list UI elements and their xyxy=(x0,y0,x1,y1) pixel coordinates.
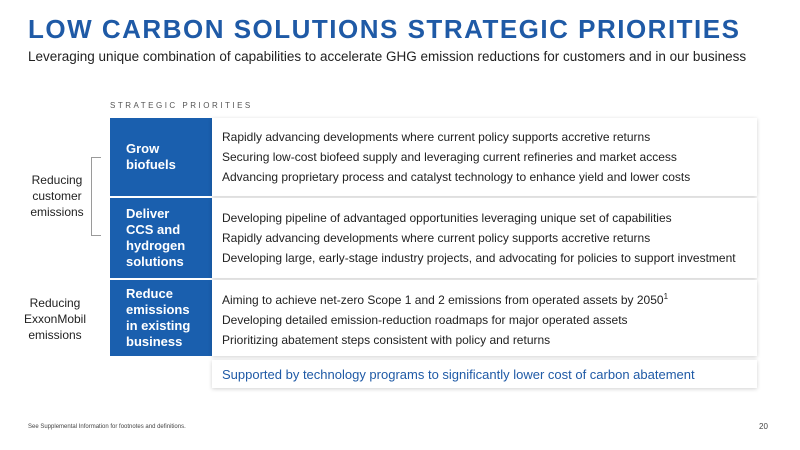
footnote: See Supplemental Information for footnotes and definitions. xyxy=(28,424,186,430)
description-cell xyxy=(212,198,757,278)
priority-bullet: Prioritizing abatement steps consistent with policy and returns xyxy=(222,332,551,347)
priority-row-biofuels xyxy=(110,118,757,196)
priority-row-reduce-emissions xyxy=(110,280,757,356)
side-label-exxonmobil-emissions xyxy=(14,295,96,343)
page-number: 20 xyxy=(759,422,768,431)
page-subtitle: Leveraging unique combination of capabilities to accelerate GHG emission reductions for customers and in our business xyxy=(28,49,747,64)
category-cell xyxy=(110,118,212,196)
page-title: LOW CARBON SOLUTIONS STRATEGIC PRIORITIES xyxy=(28,14,741,44)
category-label: Deliver CCS and hydrogen solutions xyxy=(126,206,186,269)
side-label-line: emissions xyxy=(30,205,84,219)
category-label: Reduce emissions in existing business xyxy=(126,286,191,349)
side-label-line: ExxonMobil xyxy=(23,312,87,326)
side-label-line: Reducing xyxy=(31,173,83,187)
footnote-marker: 1 xyxy=(663,291,669,301)
priorities-table xyxy=(110,118,757,358)
description-cell xyxy=(212,118,757,196)
description-cell xyxy=(212,280,757,356)
bracket-divider xyxy=(91,157,101,236)
priority-bullet: Developing detailed emission-reduction roadmaps for major operated assets xyxy=(222,312,628,327)
priority-bullet: Advancing proprietary process and catalyst technology to enhance yield and lower costs xyxy=(222,170,691,184)
side-label-line: emissions xyxy=(28,328,82,342)
priority-row-ccs-hydrogen xyxy=(110,198,757,278)
technology-support-banner: Supported by technology programs to significantly lower cost of carbon abatement xyxy=(212,360,757,388)
priority-bullet: Securing low-cost biofeed supply and leveraging current refineries and market access xyxy=(222,150,677,164)
category-label: Grow biofuels xyxy=(126,141,176,172)
bullet-text: Aiming to achieve net-zero Scope 1 and 2 emissions from operated assets by 2050 xyxy=(222,292,664,307)
priority-bullet: Rapidly advancing developments where current policy supports accretive returns xyxy=(222,130,651,144)
section-label: STRATEGIC PRIORITIES xyxy=(110,101,253,110)
side-label-line: Reducing xyxy=(29,296,81,310)
category-cell xyxy=(110,198,212,278)
category-cell xyxy=(110,280,212,356)
priority-bullet: Rapidly advancing developments where current policy supports accretive returns xyxy=(222,231,651,245)
side-label-line: customer xyxy=(32,189,82,203)
priority-bullet: Developing large, early-stage industry projects, and advocating for policies to support investment xyxy=(222,251,736,265)
priority-bullet xyxy=(222,287,757,310)
side-label-customer-emissions xyxy=(22,172,92,220)
priority-bullet: Developing pipeline of advantaged opportunities leveraging unique set of capabilities xyxy=(222,211,672,225)
